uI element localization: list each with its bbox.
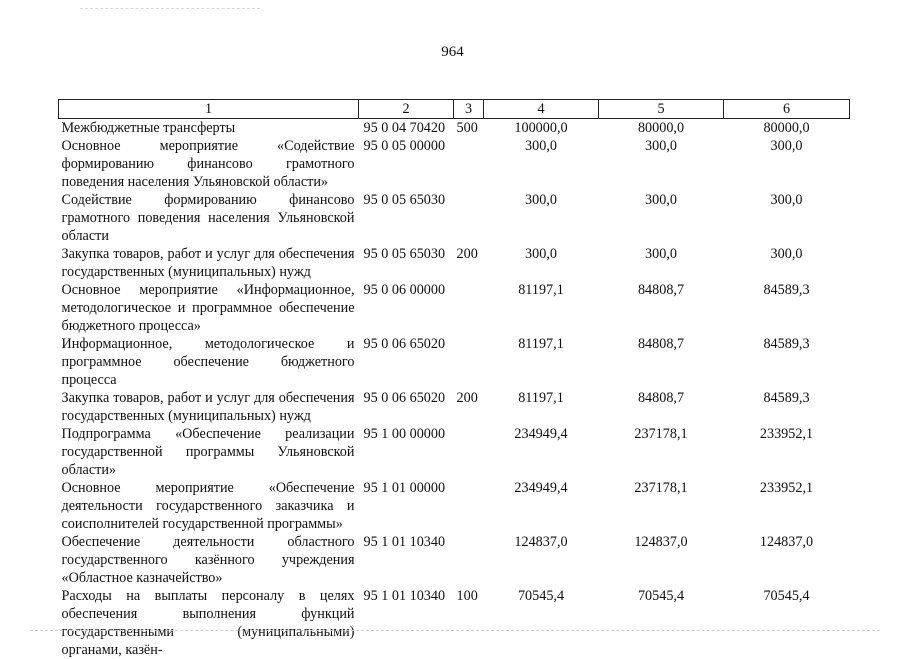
row-code: 95 0 06 00000 — [363, 282, 446, 298]
row-name: Межбюджетные трансферты — [61, 120, 236, 136]
row-name: Основное мероприятие «Информационное, методологическое и программное обеспечение бюджетного процесса» — [61, 282, 355, 334]
column-header: 2 — [359, 100, 454, 119]
row-value-3: 300,0 — [770, 192, 803, 208]
row-value-3: 300,0 — [770, 246, 803, 262]
column-header: 3 — [454, 100, 484, 119]
table-row — [59, 479, 850, 533]
row-value-3: 300,0 — [770, 138, 803, 154]
row-value-1: 300,0 — [525, 246, 557, 262]
row-expense-type — [454, 479, 484, 533]
row-name: Закупка товаров, работ и услуг для обеспечения государственных (муниципальных) нужд — [61, 390, 355, 424]
row-value-3: 124837,0 — [759, 534, 814, 550]
row-code: 95 0 06 65020 — [363, 336, 446, 352]
row-expense-type — [454, 281, 484, 335]
row-expense-type: 200 — [456, 390, 478, 406]
table-row — [59, 389, 850, 425]
row-value-2: 124837,0 — [634, 534, 688, 550]
column-header: 5 — [599, 100, 724, 119]
row-value-1: 300,0 — [525, 192, 557, 208]
table-row — [59, 587, 850, 659]
row-value-2: 80000,0 — [637, 120, 685, 136]
table-row — [59, 281, 850, 335]
row-value-1: 81197,1 — [518, 390, 564, 406]
column-header: 6 — [724, 100, 850, 119]
row-name: Закупка товаров, работ и услуг для обеспечения государственных (муниципальных) нужд — [61, 246, 355, 280]
row-expense-type — [454, 191, 484, 245]
row-value-1: 70545,4 — [517, 588, 565, 604]
row-expense-type: 500 — [456, 120, 478, 136]
row-code: 95 0 04 70420 — [363, 120, 446, 136]
row-value-2: 70545,4 — [637, 588, 685, 604]
row-value-1: 100000,0 — [514, 120, 568, 136]
row-code: 95 1 00 00000 — [363, 426, 446, 442]
table-row — [59, 335, 850, 389]
table-row — [59, 137, 850, 191]
row-value-3: 233952,1 — [759, 480, 814, 496]
row-code: 95 1 01 10340 — [363, 588, 446, 604]
row-value-3: 70545,4 — [763, 588, 810, 604]
table-row — [59, 119, 850, 138]
row-value-3: 233952,1 — [759, 426, 814, 442]
row-expense-type — [454, 425, 484, 479]
row-name: Обеспечение деятельности областного государственного казённого учреждения «Областное казначейство» — [61, 534, 355, 586]
row-value-1: 81197,1 — [518, 336, 564, 352]
row-expense-type: 100 — [456, 588, 478, 604]
row-name: Информационное, методологическое и программное обеспечение бюджетного процесса — [61, 336, 355, 388]
scan-artifact-bottom — [30, 630, 880, 632]
row-name: Основное мероприятие «Содействие формированию финансово грамотного поведения населения Ульяновской области» — [61, 138, 355, 190]
table-row — [59, 533, 850, 587]
row-value-2: 84808,7 — [637, 282, 685, 298]
row-name: Содействие формированию финансово грамотного поведения населения Ульяновской области — [61, 192, 355, 244]
row-code: 95 0 05 65030 — [363, 246, 446, 262]
row-value-2: 237178,1 — [634, 426, 688, 442]
row-value-3: 80000,0 — [763, 120, 810, 136]
budget-table — [58, 99, 850, 659]
row-value-2: 84808,7 — [637, 336, 685, 352]
row-expense-type — [454, 533, 484, 587]
column-header: 4 — [484, 100, 599, 119]
row-code: 95 0 06 65020 — [363, 390, 446, 406]
row-expense-type: 200 — [456, 246, 478, 262]
row-code: 95 1 01 10340 — [363, 534, 446, 550]
table-row — [59, 191, 850, 245]
row-value-2: 237178,1 — [634, 480, 688, 496]
row-name: Подпрограмма «Обеспечение реализации государственной программы Ульяновской области» — [61, 426, 355, 478]
row-value-1: 81197,1 — [518, 282, 564, 298]
table-header-row — [59, 100, 850, 119]
row-name: Основное мероприятие «Обеспечение деятельности государственного заказчика и соисполнителей государственной программы» — [61, 480, 355, 532]
row-code: 95 1 01 00000 — [363, 480, 446, 496]
row-value-2: 84808,7 — [637, 390, 685, 406]
row-value-1: 234949,4 — [514, 426, 568, 442]
row-expense-type — [454, 137, 484, 191]
row-code: 95 0 05 00000 — [363, 138, 446, 154]
row-value-2: 300,0 — [645, 138, 677, 154]
table-row — [59, 245, 850, 281]
row-value-1: 124837,0 — [514, 534, 568, 550]
page-number: 964 — [441, 44, 464, 60]
row-value-3: 84589,3 — [763, 390, 810, 406]
row-value-1: 234949,4 — [514, 480, 568, 496]
row-value-3: 84589,3 — [763, 336, 810, 352]
scan-artifact-top — [80, 8, 260, 10]
row-expense-type — [454, 335, 484, 389]
table-row — [59, 425, 850, 479]
row-code: 95 0 05 65030 — [363, 192, 446, 208]
row-value-3: 84589,3 — [763, 282, 810, 298]
row-name: Расходы на выплаты персоналу в целях обеспечения выполнения функций государственными (муниципальными) органами, казён- — [61, 588, 355, 658]
column-header: 1 — [59, 100, 359, 119]
row-value-2: 300,0 — [645, 246, 677, 262]
row-value-1: 300,0 — [525, 138, 557, 154]
row-value-2: 300,0 — [645, 192, 677, 208]
